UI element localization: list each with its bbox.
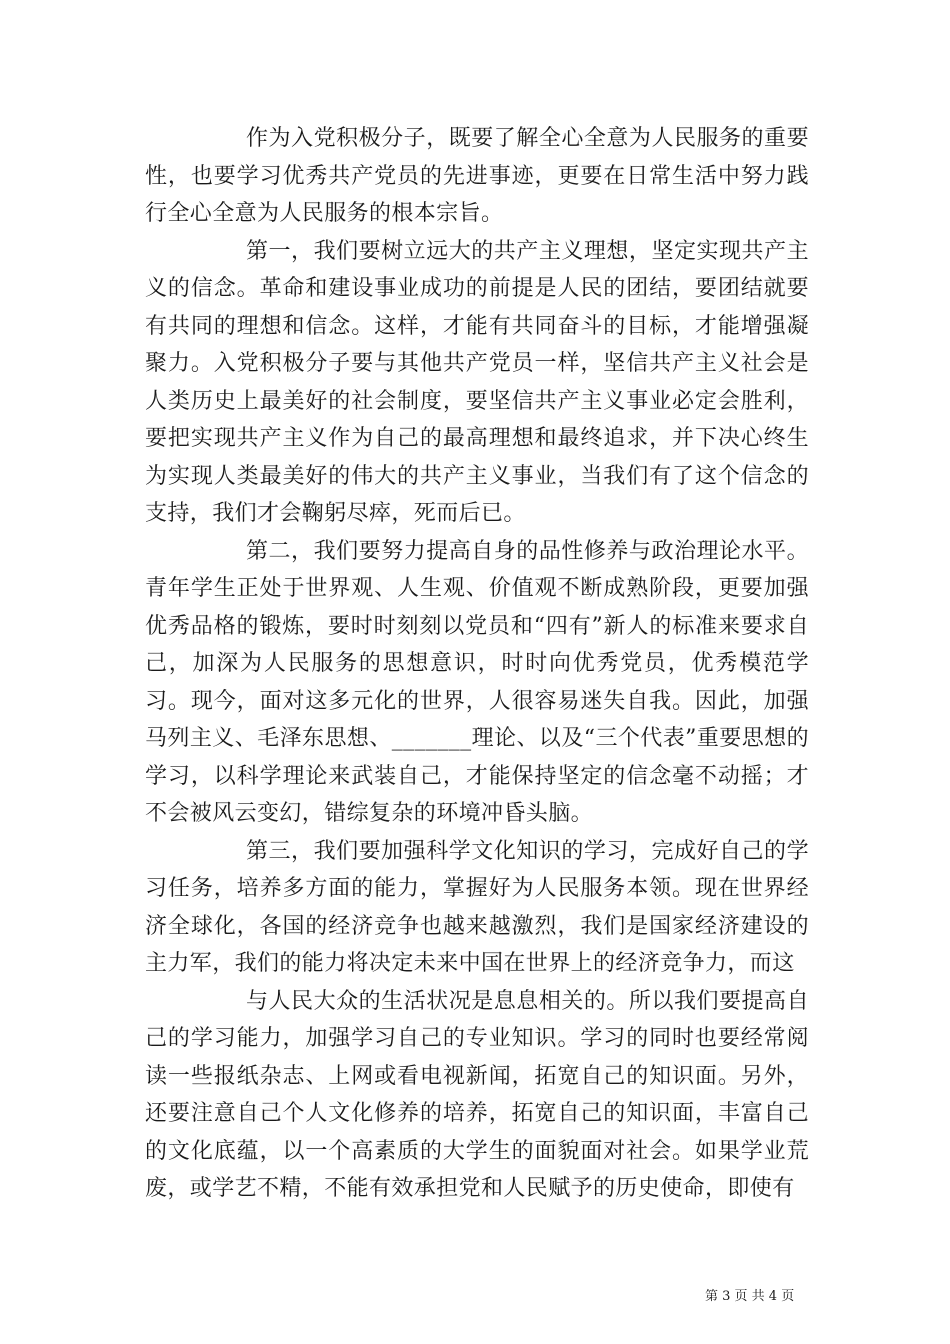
paragraph-first: 第一，我们要树立远大的共产主义理想，坚定实现共产主义的信念。革命和建设事业成功的前提是人民的团结，要团结就要有共同的理想和信念。这样，才能有共同奋斗的目标，才能增强凝聚力。入党积极分子要与其他共产党员一样，坚信共产主义社会是人类历史上最美好的社会制度，要坚信共产主义事业必定会胜利，要把实现共产主义作为自己的最高理想和最终追求，并下决心终生为实现人类最美好的伟大的共产主义事业，当我们有了这个信念的支持，我们才会鞠躬尽瘁，死而后已。: [145, 238, 809, 526]
paragraph-intro: 作为入党积极分子，既要了解全心全意为人民服务的重要性，也要学习优秀共产党员的先进事迹，更要在日常生活中努力践行全心全意为人民服务的根本宗旨。: [145, 126, 809, 226]
document-body: [145, 120, 809, 1208]
page-number-footer: 第 3 页 共 4 页: [705, 1289, 795, 1304]
paragraph-third: 第三，我们要加强科学文化知识的学习，完成好自己的学习任务，培养多方面的能力，掌握好为人民服务本领。现在世界经济全球化，各国的经济竞争也越来越激烈，我们是国家经济建设的主力军，我们的能力将决定未来中国在世界上的经济竞争力，而这: [145, 838, 809, 976]
paragraph-second: 第二，我们要努力提高自身的品性修养与政治理论水平。青年学生正处于世界观、人生观、价值观不断成熟阶段，更要加强优秀品格的锻炼，要时时刻刻以党员和“四有”新人的标准来要求自己，加深为人民服务的思想意识，时时向优秀党员，优秀模范学习。现今，面对这多元化的世界，人很容易迷失自我。因此，加强马列主义、毛泽东思想、_______理论、以及“三个代表”重要思想的学习，以科学理论来武装自己，才能保持坚定的信念毫不动摇；才不会被风云变幻，错综复杂的环境冲昏头脑。: [145, 538, 809, 826]
paragraph-continued: 与人民大众的生活状况是息息相关的。所以我们要提高自己的学习能力，加强学习自己的专业知识。学习的同时也要经常阅读一些报纸杂志、上网或看电视新闻，拓宽自己的知识面。另外，还要注意自己个人文化修养的培养，拓宽自己的知识面，丰富自己的文化底蕴，以一个高素质的大学生的面貌面对社会。如果学业荒废，或学艺不精，不能有效承担党和人民赋予的历史使命，即使有: [145, 988, 809, 1201]
